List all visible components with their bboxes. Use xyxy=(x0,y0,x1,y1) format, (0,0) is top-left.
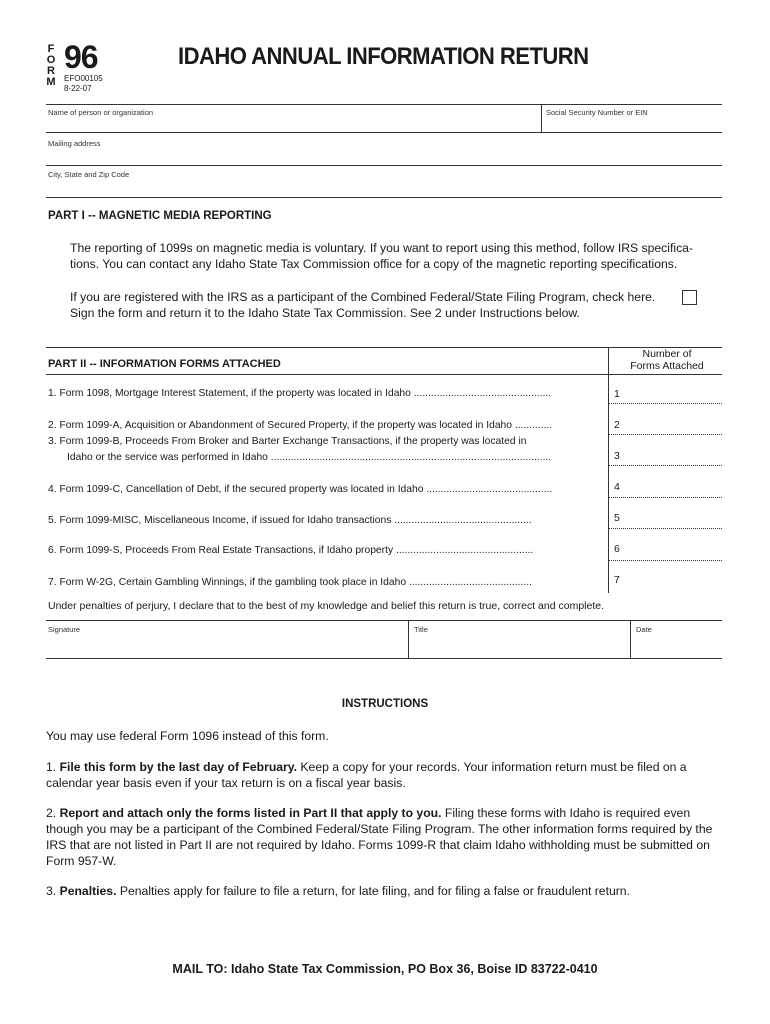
form-code xyxy=(64,74,103,94)
instruction-2 xyxy=(46,805,722,869)
part1-para1-line2: tions. You can contact any Idaho State Tax Commission office for a copy of the magnetic reporting specifications. xyxy=(70,257,678,271)
form-title: IDAHO ANNUAL INFORMATION RETURN xyxy=(178,43,589,70)
combined-filing-checkbox[interactable] xyxy=(682,290,697,305)
date-label: Date xyxy=(636,625,652,634)
divider-part2 xyxy=(46,347,722,348)
instruction-1-number: 1. xyxy=(46,760,60,774)
mailing-label: Mailing address xyxy=(48,139,101,148)
count-line-3 xyxy=(608,465,722,466)
count-field-1[interactable] xyxy=(624,382,720,402)
part2-heading: PART II -- INFORMATION FORMS ATTACHED xyxy=(48,358,281,370)
line-number-1: 1 xyxy=(614,388,620,400)
form-letter-m: M xyxy=(46,76,56,88)
instruction-2-bold: Report and attach only the forms listed in Part II that apply to you. xyxy=(59,806,442,820)
form-1099b-item: 3. Form 1099-B, Proceeds From Broker and Barter Exchange Transactions, if the property was located in xyxy=(48,436,527,447)
mailing-field[interactable] xyxy=(48,150,718,164)
line-number-5: 5 xyxy=(614,512,620,524)
form-letter-o: O xyxy=(46,54,56,66)
mail-to-address: MAIL TO: Idaho State Tax Commission, PO Box 36, Boise ID 83722-0410 xyxy=(172,962,598,976)
count-line-4 xyxy=(608,497,722,498)
title-field[interactable] xyxy=(414,636,626,656)
name-label: Name of person or organization xyxy=(48,108,154,117)
part1-paragraph-2 xyxy=(70,289,655,321)
divider-signature xyxy=(46,620,722,621)
count-field-6[interactable] xyxy=(624,537,720,557)
instruction-3-text: Penalties apply for failure to file a return, for late filing, and for filing a false or fraudulent return. xyxy=(116,884,630,898)
ssn-field[interactable] xyxy=(546,119,720,133)
instruction-1-bold: File this form by the last day of February. xyxy=(59,760,298,774)
instruction-1 xyxy=(46,759,722,791)
form-1099c-item: 4. Form 1099-C, Cancellation of Debt, if the secured property was located in Idaho ............................................ xyxy=(48,484,553,495)
divider-top xyxy=(46,104,722,105)
title-label: Title xyxy=(414,625,428,634)
name-field[interactable] xyxy=(48,119,536,133)
count-line-1 xyxy=(608,403,722,404)
line-number-6: 6 xyxy=(614,543,620,555)
form-letter-r: R xyxy=(47,65,55,77)
city-field[interactable] xyxy=(48,181,718,195)
line-number-3: 3 xyxy=(614,450,620,462)
ssn-label: Social Security Number or EIN xyxy=(546,108,648,117)
date-field[interactable] xyxy=(636,636,720,656)
part1-heading: PART I -- MAGNETIC MEDIA REPORTING xyxy=(48,210,272,222)
form-1099b-item-cont: Idaho or the service was performed in Idaho .................................................................................................. xyxy=(67,452,552,463)
instruction-3 xyxy=(46,883,722,899)
line-number-2: 2 xyxy=(614,419,620,431)
divider-title-date xyxy=(630,620,631,658)
form-number: 96 xyxy=(64,39,98,75)
signature-label: Signature xyxy=(48,625,81,634)
count-line-2 xyxy=(608,434,722,435)
divider-name xyxy=(46,132,722,133)
count-field-3[interactable] xyxy=(624,444,720,464)
divider-ssn xyxy=(541,104,542,132)
count-field-5[interactable] xyxy=(624,506,720,526)
form-1099s-item: 6. Form 1099-S, Proceeds From Real Estate Transactions, if Idaho property ................................................ xyxy=(48,545,534,556)
forms-count-header-line2: Forms Attached xyxy=(630,359,704,372)
form-code-date: 8-22-07 xyxy=(64,84,92,93)
form-letter-f: F xyxy=(47,43,55,55)
instructions-intro: You may use federal Form 1096 instead of this form. xyxy=(46,729,329,743)
form-1099misc-item: 5. Form 1099-MISC, Miscellaneous Income, if issued for Idaho transactions ................................................ xyxy=(48,515,532,526)
count-line-5 xyxy=(608,528,722,529)
count-field-4[interactable] xyxy=(624,475,720,495)
divider-part2-header xyxy=(46,374,722,375)
form-letters xyxy=(46,44,56,88)
line-number-7: 7 xyxy=(614,574,620,586)
instruction-2-text: Filing these forms with Idaho is required even though you may be a participant of the Combined Federal/State Filing Program. The other information forms required by the IRS that are not listed in Part II are not required by Idaho. Forms 1099-R that claim Idaho withholding must be submitted on Form 957-W. xyxy=(46,806,713,868)
part1-para2-line1: If you are registered with the IRS as a participant of the Combined Federal/State Filing Program, check here. xyxy=(70,290,656,304)
part1-paragraph-1 xyxy=(70,240,693,272)
divider-city xyxy=(46,197,722,198)
divider-mailing xyxy=(46,165,722,166)
form-code-id: EFO00105 xyxy=(64,74,103,83)
forms-count-header xyxy=(612,349,722,372)
count-field-2[interactable] xyxy=(624,413,720,433)
instruction-2-number: 2. xyxy=(46,806,60,820)
form-1098-item: 1. Form 1098, Mortgage Interest Statement, if the property was located in Idaho ................................................ xyxy=(48,388,552,399)
part1-para2-line2: Sign the form and return it to the Idaho State Tax Commission. See 2 under Instructions below. xyxy=(70,306,580,320)
instructions-heading: INSTRUCTIONS xyxy=(341,698,429,710)
form-1099a-item: 2. Form 1099-A, Acquisition or Abandonment of Secured Property, if the property was located in Idaho ............. xyxy=(48,420,553,431)
instruction-3-bold: Penalties. xyxy=(59,884,117,898)
forms-count-header-line1: Number of xyxy=(642,348,692,360)
perjury-statement: Under penalties of perjury, I declare that to the best of my knowledge and belief this return is true, correct and complete. xyxy=(48,600,605,612)
form-w2g-item: 7. Form W-2G, Certain Gambling Winnings, if the gambling took place in Idaho ........................................... xyxy=(48,577,532,588)
instruction-1-text: Keep a copy for your records. Your information return must be filed on a calendar year basis even if your tax return is on a fiscal year basis. xyxy=(46,760,687,790)
instruction-3-number: 3. xyxy=(46,884,60,898)
divider-sig-title xyxy=(408,620,409,658)
divider-part2-column xyxy=(608,347,609,593)
line-number-4: 4 xyxy=(614,481,620,493)
count-line-6 xyxy=(608,560,722,561)
part1-para1-line1: The reporting of 1099s on magnetic media is voluntary. If you want to report using this method, follow IRS specifica- xyxy=(70,241,694,255)
city-label: City, State and Zip Code xyxy=(48,170,130,179)
count-field-7[interactable] xyxy=(624,568,720,590)
signature-field[interactable] xyxy=(48,636,404,656)
divider-bottom xyxy=(46,658,722,659)
